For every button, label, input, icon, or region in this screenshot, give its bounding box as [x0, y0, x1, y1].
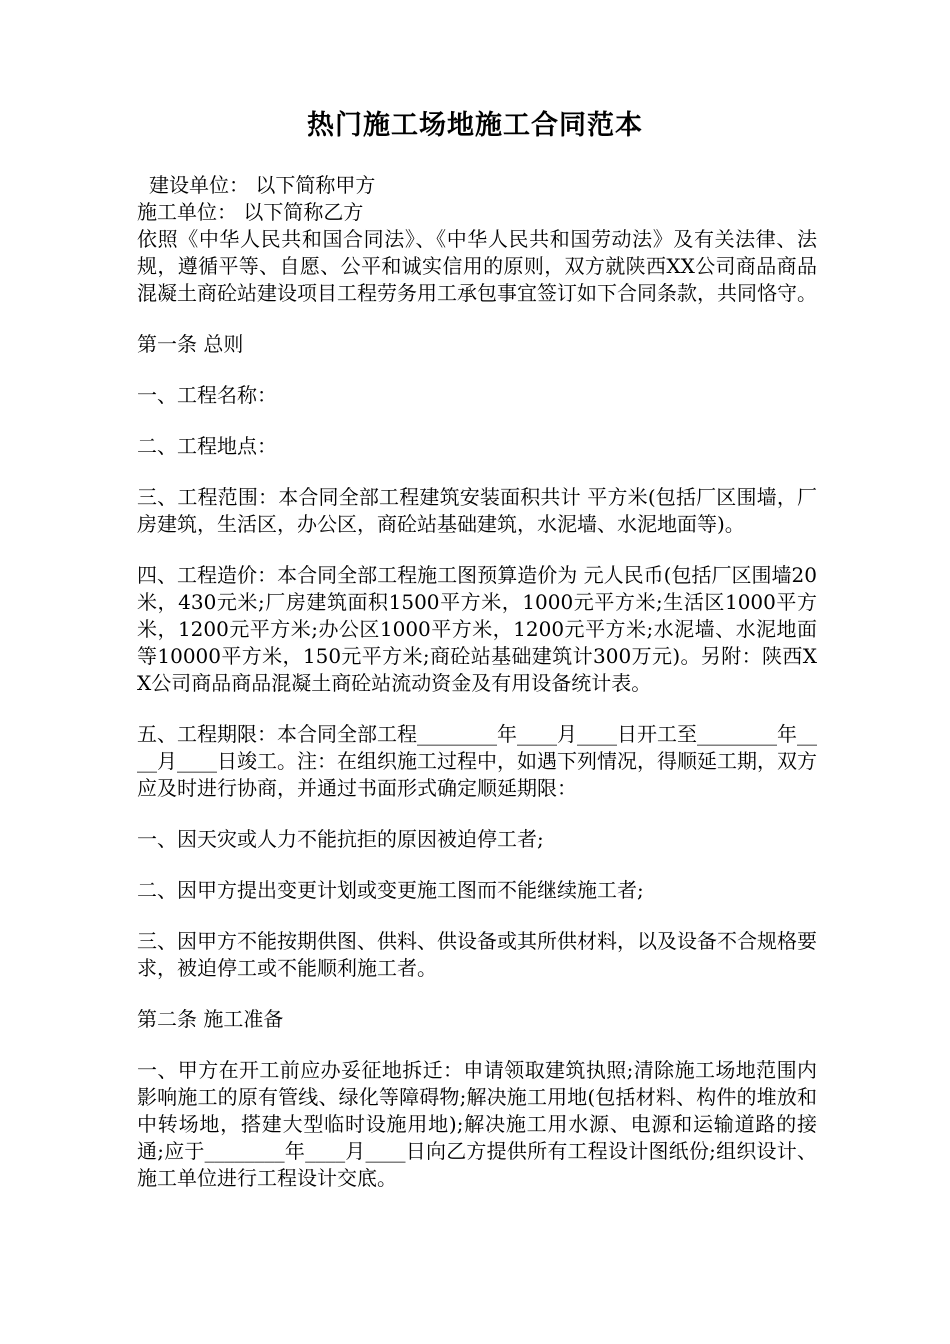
preparation-paragraph-1: 一、甲方在开工前应办妥征地拆迁：申请领取建筑执照;清除施工场地范围内影响施工的原有管线、绿化等障碍物;解决施工用地(包括材料、构件的堆放和中转场地，搭建大型临时设施用地);解决施工用水源、电源和运输道路的接通;应于________年____月____日向乙方提供所有工程设计图纸份;组织设计、施工单位进行工程设计交底。: [137, 1058, 817, 1190]
project-location-line: 二、工程地点：: [137, 434, 277, 458]
party-b-line: 施工单位： 以下简称乙方: [137, 200, 364, 224]
article-1-heading: 第一条 总则: [137, 332, 244, 356]
project-scope-paragraph: 三、工程范围：本合同全部工程建筑安装面积共计 平方米(包括厂区围墙，厂房建筑，生活区，办公区，商砼站基础建筑，水泥墙、水泥地面等)。: [137, 485, 817, 536]
project-cost-paragraph: 四、工程造价：本合同全部工程施工图预算造价为 元人民币(包括厂区围墙20米，430元米;厂房建筑面积1500平方米，1000元平方米;生活区1000平方米，1200元平方米;办公区1000平方米，1200元平方米;水泥墙、水泥地面等10000平方米，150元平方米;商砼站基础建筑计300万元)。另附：陕西XX公司商品商品混凝土商砼站流动资金及有用设备统计表。: [137, 563, 817, 695]
article-2-heading: 第二条 施工准备: [137, 1007, 284, 1031]
delay-reason-2: 二、因甲方提出变更计划或变更施工图而不能继续施工者;: [137, 878, 644, 902]
project-name-line: 一、工程名称：: [137, 383, 277, 407]
intro-paragraph: 依照《中华人民共和国合同法》、《中华人民共和国劳动法》及有关法律、法规，遵循平等、自愿、公平和诚实信用的原则，双方就陕西XX公司商品商品混凝土商砼站建设项目工程劳务用工承包事宜签订如下合同条款，共同恪守。: [137, 227, 817, 305]
project-period-paragraph: 五、工程期限：本合同全部工程________年____月____日开工至________年____月____日竣工。注：在组织施工过程中，如遇下列情况，得顺延工期，双方应及时进行协商，并通过书面形式确定顺延期限：: [137, 722, 817, 800]
party-a-line: 建设单位： 以下简称甲方: [149, 173, 376, 197]
document-title: 热门施工场地施工合同范本: [307, 110, 643, 141]
document-body: [137, 172, 817, 1192]
delay-reason-1: 一、因天灾或人力不能抗拒的原因被迫停工者;: [137, 827, 544, 851]
delay-reason-3: 三、因甲方不能按期供图、供料、供设备或其所供材料，以及设备不合规格要求，被迫停工或不能顺利施工者。: [137, 929, 817, 980]
